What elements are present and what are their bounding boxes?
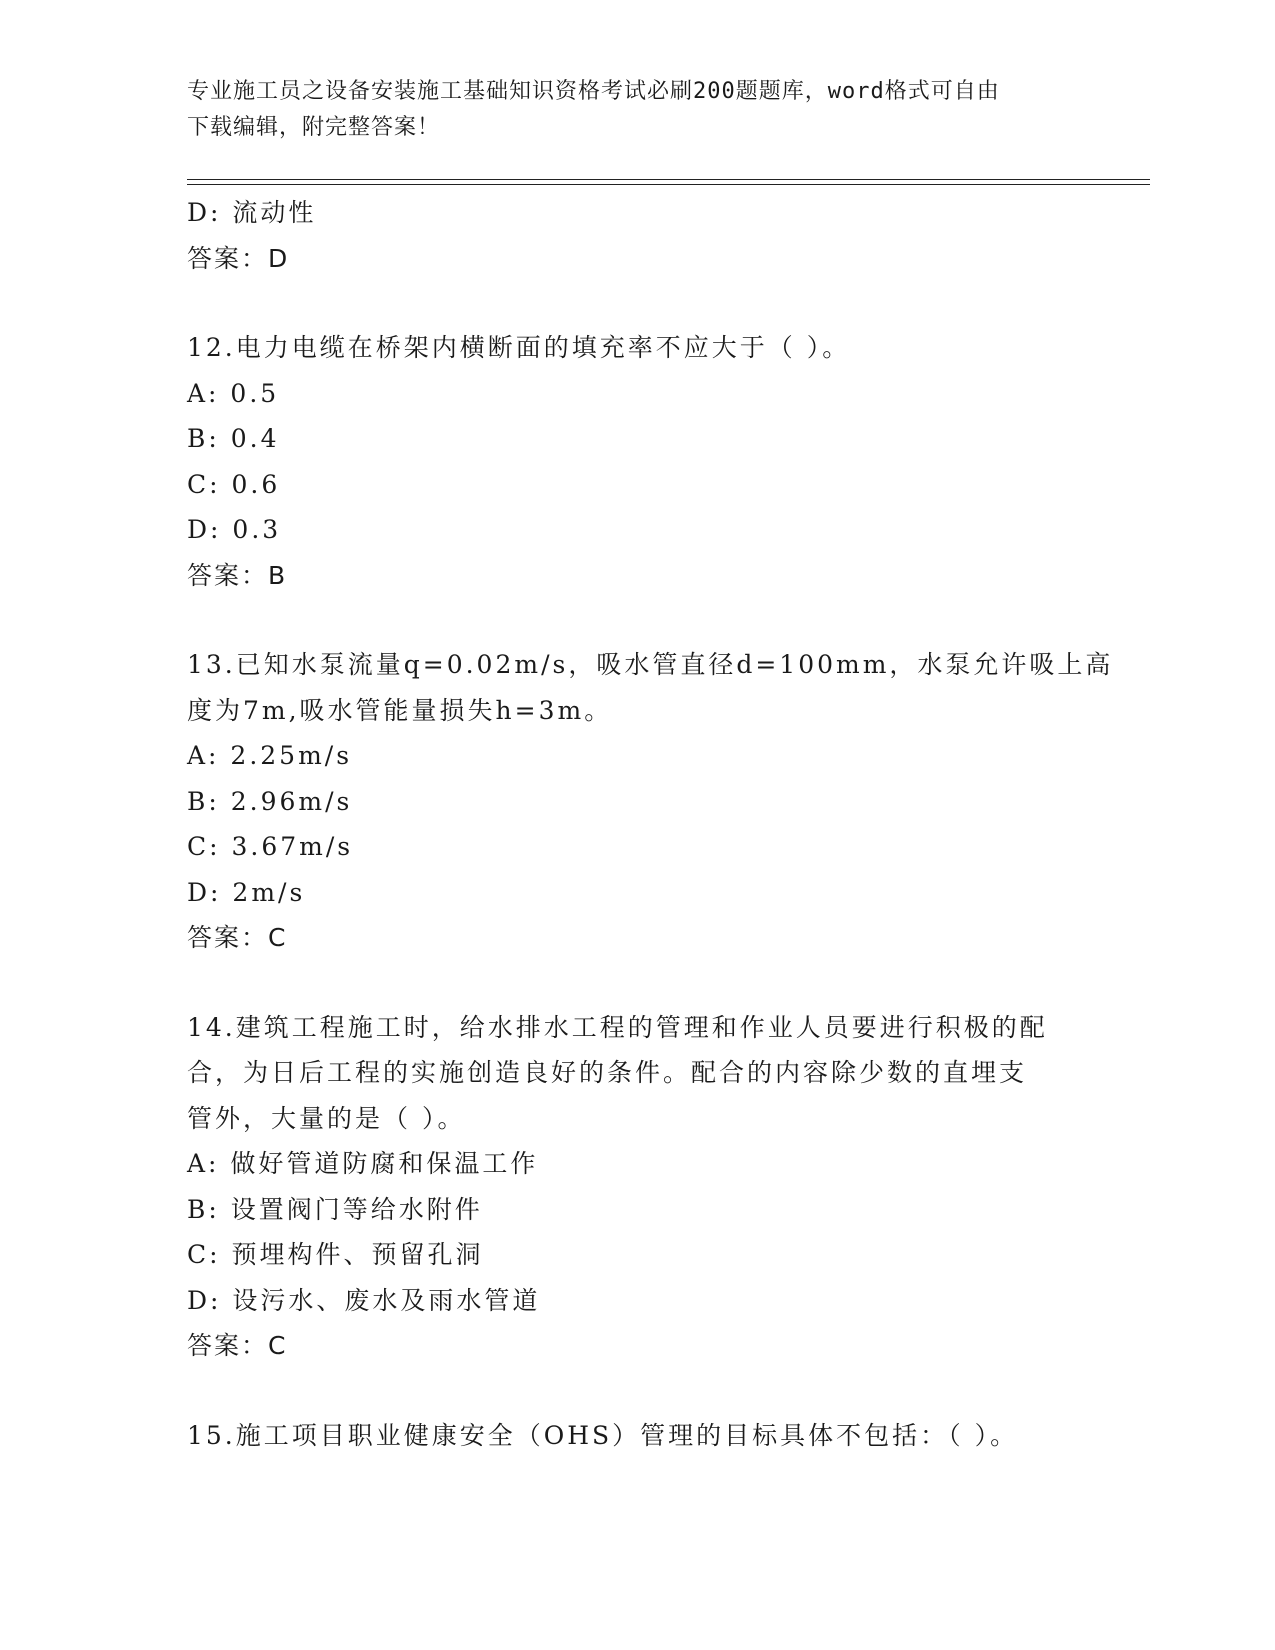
question-stem-line-2: 度为7m,吸水管能量损失h=3m。 xyxy=(187,695,613,725)
option-b: B: 0.4 xyxy=(187,424,280,453)
option-a: A: 0.5 xyxy=(187,378,280,408)
spacer xyxy=(187,961,1087,1005)
option-a: A: 2.25m/s xyxy=(187,741,353,770)
option-b: B: 设置阀门等给水附件 xyxy=(187,1194,483,1224)
answer-line: 答案：C xyxy=(187,923,288,952)
question-stem-line-3: 管外，大量的是（ ）。 xyxy=(187,1103,466,1133)
answer-line: 答案：D xyxy=(187,243,290,273)
answer-line: 答案：B xyxy=(187,560,288,590)
document-body xyxy=(187,190,1114,1458)
spacer xyxy=(187,1369,1087,1413)
question-stem-line-2: 合，为日后工程的实施创造良好的条件。配合的内容除少数的直埋支 xyxy=(187,1058,1028,1087)
spacer xyxy=(187,281,1087,325)
page-header xyxy=(187,74,1087,146)
header-line-2: 下载编辑，附完整答案！ xyxy=(187,115,441,140)
option-d: D: 流动性 xyxy=(187,198,317,227)
option-a: A: 做好管道防腐和保温工作 xyxy=(187,1149,539,1178)
question-stem-line-1: 14.建筑工程施工时，给水排水工程的管理和作业人员要进行积极的配 xyxy=(187,1012,1048,1042)
question-stem: 15.施工项目职业健康安全（OHS）管理的目标具体不包括：（ ）。 xyxy=(187,1420,1019,1450)
option-c: C: 0.6 xyxy=(187,469,281,499)
option-d: D: 2m/s xyxy=(187,877,306,907)
header-divider-bottom xyxy=(187,184,1150,185)
spacer xyxy=(187,598,1087,642)
option-c: C: 预埋构件、预留孔洞 xyxy=(187,1240,484,1269)
answer-line: 答案：C xyxy=(187,1331,288,1360)
question-15 xyxy=(187,1413,1087,1459)
option-c: C: 3.67m/s xyxy=(187,832,354,861)
option-b: B: 2.96m/s xyxy=(187,786,353,816)
question-stem: 12.电力电缆在桥架内横断面的填充率不应大于（ ）。 xyxy=(187,333,851,362)
header-divider-top xyxy=(187,179,1150,180)
header-line-1: 专业施工员之设备安装施工基础知识资格考试必刷200题题库，word格式可自由 xyxy=(187,79,1000,104)
question-stem-line-1: 13.已知水泵流量q=0.02m/s，吸水管直径d=100mm，水泵允许吸上高 xyxy=(187,650,1114,679)
option-d: D: 设污水、废水及雨水管道 xyxy=(187,1285,541,1315)
question-12 xyxy=(187,325,1087,598)
question-14 xyxy=(187,1005,1087,1369)
question-13 xyxy=(187,642,1114,961)
option-d: D: 0.3 xyxy=(187,515,282,544)
